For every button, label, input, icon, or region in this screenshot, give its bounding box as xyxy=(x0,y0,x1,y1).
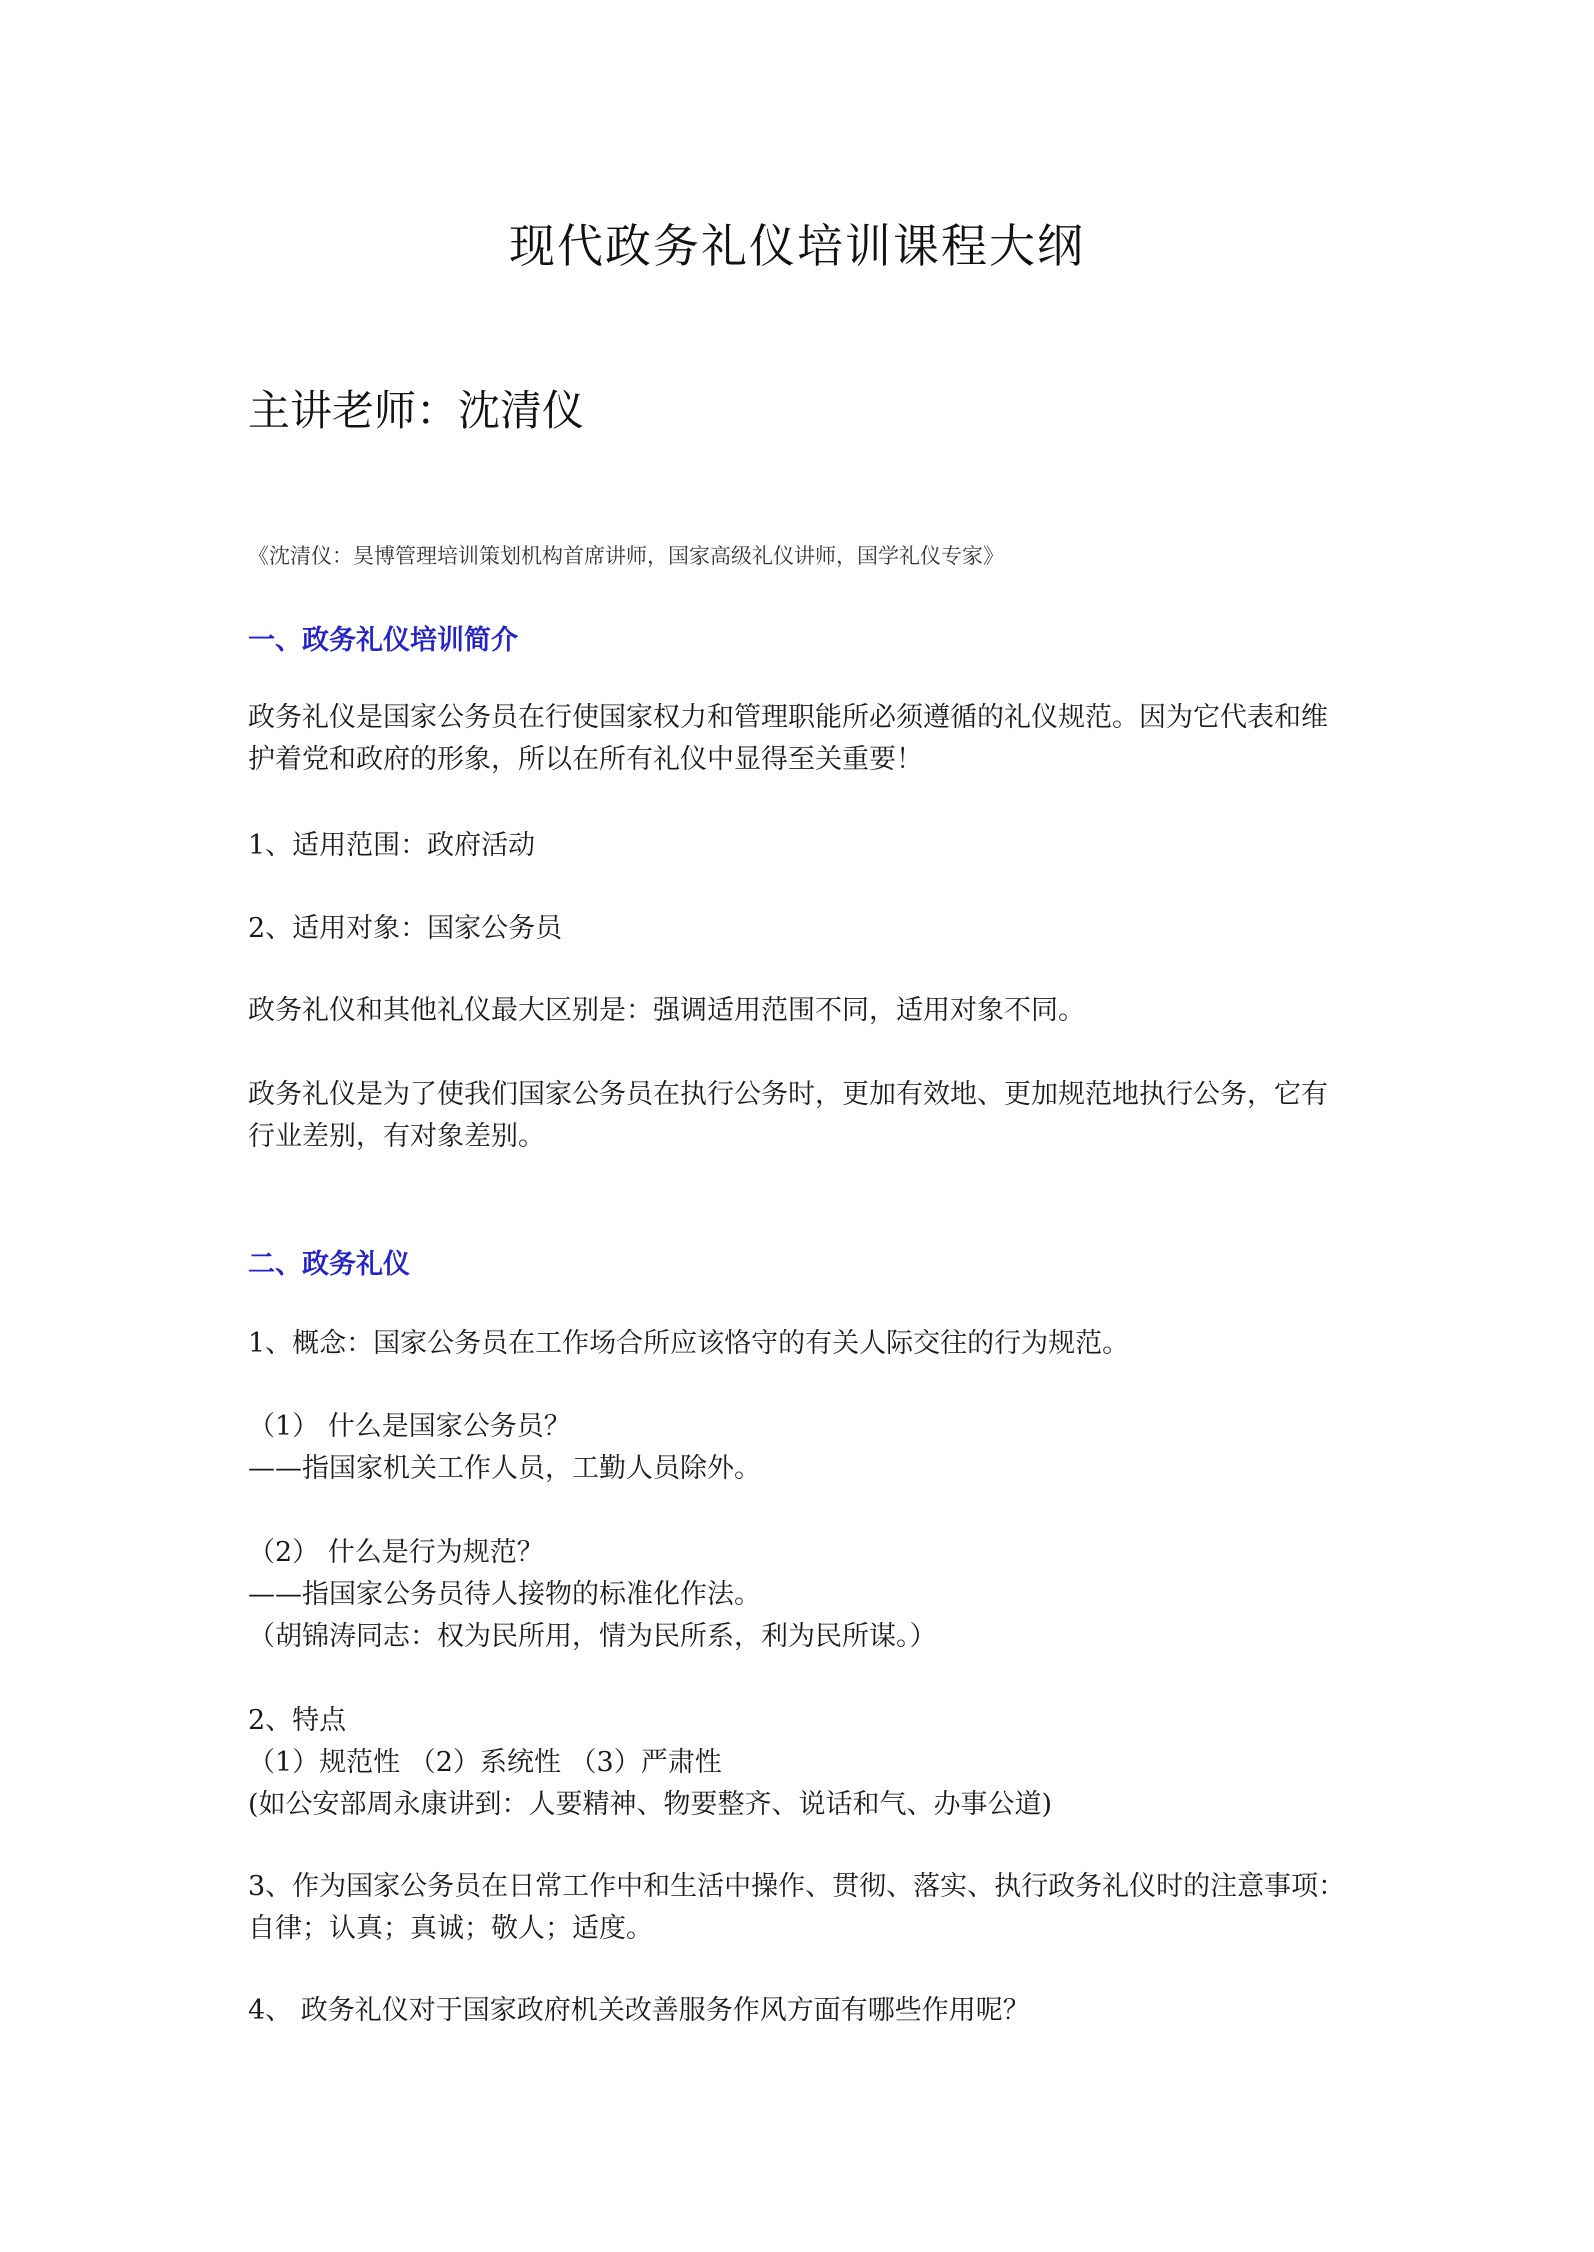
intro-paragraph-line-1: 政务礼仪是国家公务员在行使国家权力和管理职能所必须遵循的礼仪规范。因为它代表和维 xyxy=(248,702,1328,733)
section-heading-government-etiquette: 二、政务礼仪 xyxy=(248,1249,410,1280)
lecturer-line: 主讲老师：沈清仪 xyxy=(248,386,585,435)
notes-line-1: 3、作为国家公务员在日常工作中和生活中操作、贯彻、落实、执行政务礼仪时的注意事项： xyxy=(248,1871,1346,1902)
quote-line: （胡锦涛同志：权为民所用，情为民所系，利为民所谋。） xyxy=(248,1621,937,1652)
answer-2: ——指国家公务员待人接物的标准化作法。 xyxy=(248,1579,761,1610)
features-title: 2、特点 xyxy=(248,1705,347,1736)
features-note: (如公安部周永康讲到：人要精神、物要整齐、说话和气、办事公道) xyxy=(248,1789,1053,1820)
answer-1: ——指国家机关工作人员，工勤人员除外。 xyxy=(248,1453,761,1484)
intro-paragraph-line-2: 护着党和政府的形象，所以在所有礼仪中显得至关重要！ xyxy=(248,744,923,775)
notes-line-2: 自律；认真；真诚；敬人；适度。 xyxy=(248,1913,653,1944)
purpose-paragraph-line-2: 行业差别，有对象差别。 xyxy=(248,1121,545,1152)
scope-line: 1、适用范围：政府活动 xyxy=(248,830,536,861)
features-list: （1）规范性 （2）系统性 （3）严肃性 xyxy=(248,1747,722,1778)
section-heading-intro: 一、政务礼仪培训简介 xyxy=(248,625,518,656)
concept-line: 1、概念：国家公务员在工作场合所应该恪守的有关人际交往的行为规范。 xyxy=(248,1328,1130,1359)
difference-line: 政务礼仪和其他礼仪最大区别是：强调适用范围不同，适用对象不同。 xyxy=(248,995,1085,1026)
question-1: （1） 什么是国家公务员？ xyxy=(248,1411,571,1442)
item-4-line: 4、 政务礼仪对于国家政府机关改善服务作风方面有哪些作用呢？ xyxy=(248,1995,1030,2026)
purpose-paragraph-line-1: 政务礼仪是为了使我们国家公务员在执行公务时，更加有效地、更加规范地执行公务，它有 xyxy=(248,1079,1328,1110)
question-2: （2） 什么是行为规范？ xyxy=(248,1537,544,1568)
target-line: 2、适用对象：国家公务员 xyxy=(248,913,563,944)
document-title: 现代政务礼仪培训课程大纲 xyxy=(509,219,1085,273)
lecturer-credentials: 《沈清仪：昊博管理培训策划机构首席讲师，国家高级礼仪讲师，国学礼仪专家》 xyxy=(248,544,1004,568)
